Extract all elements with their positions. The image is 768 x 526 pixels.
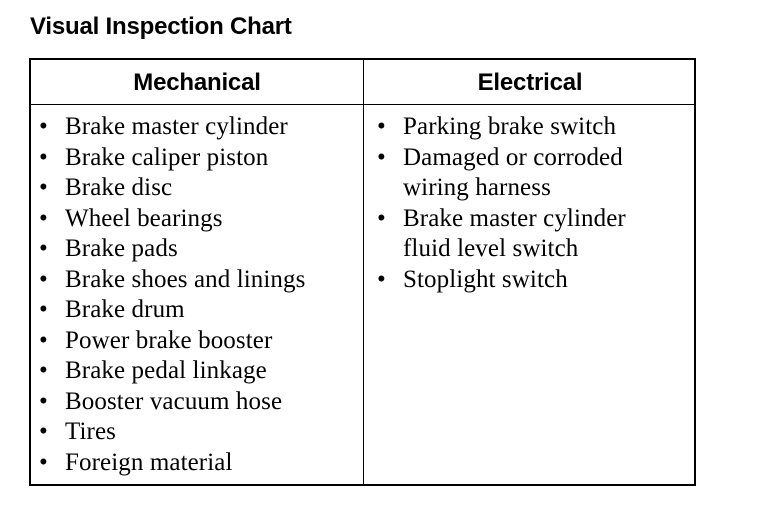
electrical-list-item xyxy=(377,265,693,296)
mechanical-list-item xyxy=(39,112,359,143)
bullet-icon: • xyxy=(39,448,48,476)
mechanical-item-text: Brake drum xyxy=(65,296,185,323)
bullet-icon: • xyxy=(39,387,48,415)
bullet-icon: • xyxy=(377,143,386,171)
electrical-column-header: Electrical xyxy=(477,69,583,96)
mechanical-item-text: Tires xyxy=(65,418,116,445)
mechanical-column-header: Mechanical xyxy=(133,69,261,96)
bullet-icon: • xyxy=(377,204,386,232)
bullet-icon: • xyxy=(377,265,386,293)
mechanical-list-item xyxy=(39,417,359,448)
chart-title: Visual Inspection Chart xyxy=(30,13,292,40)
bullet-icon: • xyxy=(39,204,48,232)
mechanical-item-text: Brake pads xyxy=(65,235,178,262)
mechanical-item-text: Brake pedal linkage xyxy=(65,357,267,384)
mechanical-list-item xyxy=(39,265,359,296)
electrical-list-item xyxy=(377,143,693,204)
inspection-table xyxy=(29,58,696,486)
mechanical-item-text: Brake caliper piston xyxy=(65,143,269,171)
bullet-icon: • xyxy=(39,174,48,201)
bullet-icon: • xyxy=(39,265,48,293)
electrical-item-text: fluid level switch xyxy=(403,235,579,262)
electrical-list-item xyxy=(377,112,693,143)
mechanical-list-item xyxy=(39,143,359,174)
mechanical-list-item xyxy=(39,326,359,357)
header-divider xyxy=(31,104,694,105)
mechanical-list-item xyxy=(39,295,359,326)
bullet-icon: • xyxy=(39,326,48,354)
electrical-item-text: wiring harness xyxy=(403,174,551,201)
mechanical-item-text: Foreign material xyxy=(65,448,233,476)
electrical-item-text: Brake master cylinder xyxy=(403,204,626,232)
electrical-list-item xyxy=(377,204,693,265)
bullet-icon: • xyxy=(377,113,386,140)
mechanical-list-item xyxy=(39,448,359,479)
mechanical-item-text: Brake shoes and linings xyxy=(65,265,306,293)
mechanical-item-text: Power brake booster xyxy=(65,326,273,354)
mechanical-list-item xyxy=(39,204,359,235)
bullet-icon: • xyxy=(39,296,48,323)
bullet-icon: • xyxy=(39,113,48,140)
mechanical-item-list xyxy=(39,112,359,478)
column-divider xyxy=(363,60,364,484)
mechanical-item-text: Wheel bearings xyxy=(65,204,223,232)
bullet-icon: • xyxy=(39,235,48,262)
mechanical-item-text: Booster vacuum hose xyxy=(65,387,283,415)
bullet-icon: • xyxy=(39,418,48,445)
mechanical-item-text: Brake master cylinder xyxy=(65,113,288,140)
mechanical-item-text: Brake disc xyxy=(65,174,173,201)
electrical-item-list xyxy=(377,112,693,295)
bullet-icon: • xyxy=(39,143,48,171)
bullet-icon: • xyxy=(39,357,48,384)
mechanical-list-item xyxy=(39,387,359,418)
electrical-item-text: Damaged or corroded xyxy=(403,143,623,171)
mechanical-list-item xyxy=(39,356,359,387)
mechanical-list-item xyxy=(39,173,359,204)
electrical-item-text: Stoplight switch xyxy=(403,265,568,293)
mechanical-list-item xyxy=(39,234,359,265)
electrical-item-text: Parking brake switch xyxy=(403,113,617,140)
